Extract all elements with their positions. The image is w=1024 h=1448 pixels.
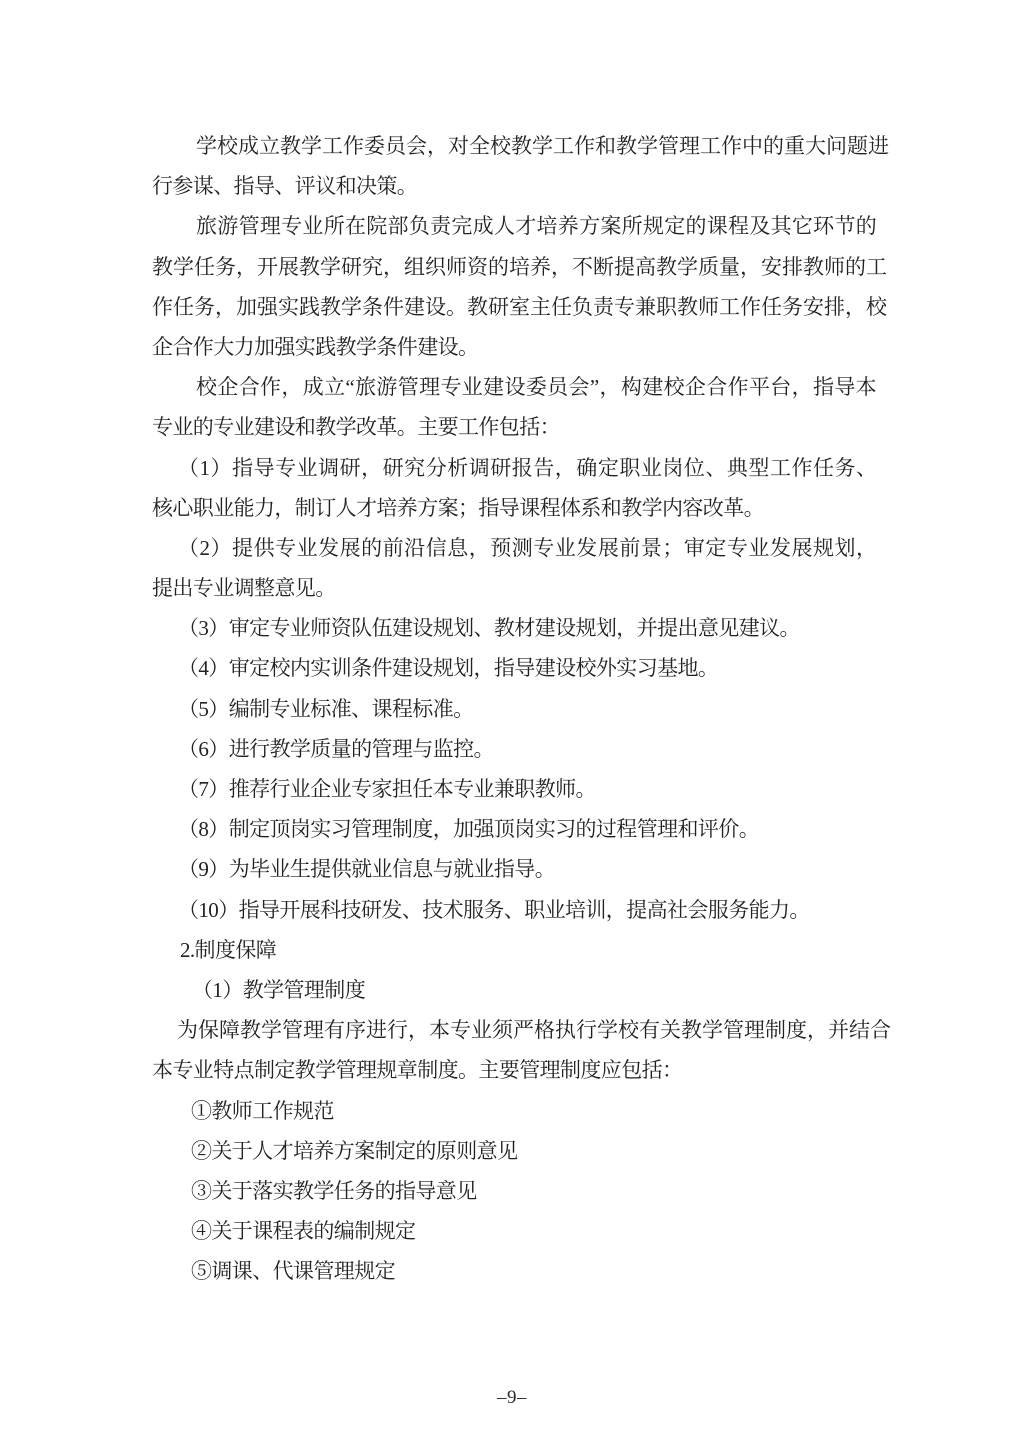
- text-line: （9）为毕业生提供就业信息与就业指导。: [178, 857, 556, 882]
- text-line: （3）审定专业师资队伍建设规划、教材建设规划，并提出意见建议。: [178, 616, 800, 641]
- text-line: （5）编制专业标准、课程标准。: [178, 696, 474, 721]
- text-line: 专业的专业建设和教学改革。主要工作包括：: [152, 415, 560, 440]
- page-number: –9–: [497, 1387, 527, 1408]
- text-line: ①教师工作规范: [191, 1098, 334, 1123]
- text-line: ⑤调课、代课管理规定: [191, 1259, 395, 1284]
- text-line: 校 企 合 作 ， 成 立 “ 旅 游 管 理 专 业 建 设 委 员 会 ” ， 构 建 校 企 合 作 平 台 ， 指 导 本: [196, 375, 877, 400]
- text-line: 核心职业能力，制订人才培养方案；指导课程体系和教学内容改革。: [152, 495, 764, 520]
- text-line: 本专业特点制定教学管理规章制度。主要管理制度应包括：: [152, 1058, 683, 1083]
- text-line: ③关于落实教学任务的指导意见: [191, 1178, 477, 1203]
- text-line: （ 1 ） 指 导 专 业 调 研 ， 研 究 分 析 调 研 报 告 ， 确 定 职 业 岗 位 、 典 型 工 作 任 务 、: [178, 455, 877, 480]
- text-line: 旅 游 管 理 专 业 所 在 院 部 负 责 完 成 人 才 培 养 方 案 所 规 定 的 课 程 及 其 它 环 节 的: [196, 214, 877, 239]
- text-line: （ 2 ） 提 供 专 业 发 展 的 前 沿 信 息 ， 预 测 专 业 发 展 前 景 ； 审 定 专 业 发 展 规 划 ，: [178, 535, 877, 560]
- document-body: [152, 126, 891, 1291]
- text-line: 2.制度保障: [180, 937, 277, 962]
- text-line: 学 校 成 立 教 学 工 作 委 员 会 ， 对 全 校 教 学 工 作 和 教 学 管 理 工 作 中 的 重 大 问 题 进: [196, 134, 889, 158]
- text-line: （6）进行教学质量的管理与监控。: [178, 736, 494, 761]
- text-line: ④关于课程表的编制规定: [191, 1219, 416, 1244]
- text-line: （1）教学管理制度: [192, 977, 366, 1002]
- text-line: 行参谋、指导、评议和决策。: [152, 174, 418, 199]
- text-line: 为 保 障 教 学 管 理 有 序 进 行 ， 本 专 业 须 严 格 执 行 学 校 有 关 教 学 管 理 制 度 ， 并 结 合: [177, 1018, 891, 1043]
- text-line: （4）审定校内实训条件建设规划，指导建设校外实习基地。: [178, 656, 719, 681]
- text-line: （8）制定顶岗实习管理制度，加强顶岗实习的过程管理和评价。: [178, 817, 760, 842]
- text-line: ②关于人才培养方案制定的原则意见: [191, 1138, 518, 1163]
- text-line: 提出专业调整意见。: [152, 576, 336, 601]
- text-line: （7）推荐行业企业专家担任本专业兼职教师。: [178, 777, 596, 801]
- text-line: 教 学 任 务 ， 开 展 教 学 研 究 ， 组 织 师 资 的 培 养 ， 不 断 提 高 教 学 质 量 ， 安 排 教 师 的 工: [152, 254, 887, 279]
- text-line: 作 任 务 ， 加 强 实 践 教 学 条 件 建 设 。 教 研 室 主 任 负 责 专 兼 职 教 师 工 作 任 务 安 排 ， 校: [152, 294, 887, 319]
- text-line: （10）指导开展科技研发、技术服务、职业培训，提高社会服务能力。: [178, 897, 810, 922]
- text-line: 企合作大力加强实践教学条件建设。: [152, 334, 479, 359]
